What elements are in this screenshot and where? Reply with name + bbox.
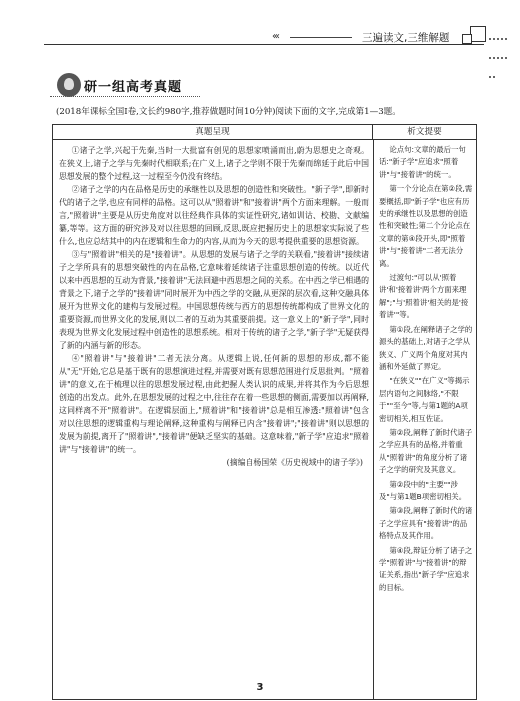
header-title: 三遍读文,三维解题 <box>362 32 450 44</box>
header-line <box>290 37 352 38</box>
small-square-icon <box>462 34 472 44</box>
header-rule <box>44 44 484 45</box>
note-item: 过渡句:"可以从'照着讲'和'接着讲'两个方面来理解";"与'照着讲'相关的是'接着讲'"等。 <box>379 273 469 320</box>
section-divider <box>50 96 200 97</box>
column-header-notes: 析文提要 <box>373 125 476 140</box>
column-divider <box>373 140 374 699</box>
square-icon <box>470 26 486 42</box>
note-item: 第①段,在阐释诸子之学的源头的基础上,对诸子之学从狭义、广义两个角度对其内涵和外延做了界定。 <box>379 324 473 371</box>
note-item: 第②段,阐释了新时代诸子之学应具有的品格,并着重从"照着讲"的角度分析了诸子之学的研究及其意义。 <box>379 427 473 475</box>
page-number: 3 <box>256 682 264 693</box>
passage-source: (摘编自杨国荣《历史视域中的诸子学》) <box>226 458 363 467</box>
passage-column <box>59 144 369 469</box>
note-item: "在狭义""在广义"等揭示层内语句之间脉络,"不限于""至今"等,与第1题的A项密切相关,相互佐证。 <box>379 376 470 423</box>
arrows-icon: ‹‹‹ <box>272 31 278 42</box>
column-header-text: 真题呈现 <box>53 125 373 140</box>
passage-paragraph-1: ①诸子之学,兴起于先秦,当时一大批富有创见的思想家喷涌而出,蔚为思想史之奇观。在狭义上,诸子之学与先秦时代相联系;在广义上,诸子之学则不限于先秦而绵延于此后中国思想发展的整个过程,这一过程至今仍没有终结。 <box>59 146 369 181</box>
dots-icon <box>488 26 508 48</box>
section-title: 研一组高考真题 <box>84 80 183 95</box>
reading-table <box>52 124 477 700</box>
question-intro: (2018年课标全国Ⅰ卷,文长约980字,推荐做题时间10分钟)阅读下面的文字,完成第1—3题。 <box>56 107 401 117</box>
section-badge-icon <box>57 73 81 97</box>
note-item: 第③段,阐释了新时代的诸子之学应具有"接着讲"的品格特点及其作用。 <box>379 506 473 541</box>
page-header <box>0 0 520 44</box>
passage-paragraph-3: ③与"照着讲"相关的是"接着讲"。从思想的发展与诸子之学的关联看,"接着讲"接续诸子之学所具有的思想突破性的内在品格,它意味着延续诸子注重思想创造的传统。以近代以来中西思想的互动为背景,"接着讲"无法回避中西思想之间的关系。在中西之学已相遇的背景之下,诸子之学的"接着讲"同时展开为中西之学的交融,从更深的层次看,这种交融具体展开为世界文化的建构与发展过程。中国思想传统与西方的思想传统都构成了世界文化的重要资源,而世界文化的发展,则以二者的互动为其重要前提。这一意义上的"新子学",同时表现为世界文化发展过程中创造性的思想系统。相对于传统的诸子之学,"新子学"无疑获得了新的内涵与新的形态。 <box>59 250 369 350</box>
note-item: 第②段中的"主要""涉及"与第1题B项密切相关。 <box>379 479 467 501</box>
passage-paragraph-4: ④"照着讲"与"接着讲"二者无法分离。从逻辑上说,任何新的思想的形成,都不能从"无"开始,它总是基于既有的思想演进过程,并需要对既有思想范围进行反思批判。"照着讲"的意义,在于梳理以往的思想发展过程,由此把握人类认识的成果,并将其作为今后思想创造的出发点。此外,在思想发展的过程之中,往往存在着一些思想的侧面,需要加以再阐释,这同样离不开"照着讲"。在逻辑层面上,"照着讲"和"接着讲"总是相互渗透:"照着讲"包含对以往思想的逻辑重构与理论阐释,这种重构与阐释已内含"接着讲";"接着讲"则以思想的发展为前提,离开了"照着讲","接着讲"便缺乏坚实的基础。这意味着,"新子学"应追求"照着讲"与"接着讲"的统一。 <box>59 354 369 454</box>
passage-paragraph-2: ②诸子之学的内在品格是历史的承继性以及思想的创造性和突破性。"新子学",即新时代的诸子之学,也应有同样的品格。这可以从"照着讲"和"接着讲"两个方面来理解。一般而言,"照着讲"主要是从历史角度对以往经典作具体的实证性研究,诸如训诂、校勘、文献编纂,等等。这方面的研究涉及对以往思想的回顾,反思,既应把握历史上的思想家实际说了些什么,也应总结其中的内在逻辑和生命力的内容,从而为今天的思考提供重要的思想资源。 <box>59 185 369 246</box>
note-item: 论点句:文章的最后一句话:"新子学"应追求"照着讲"与"接着讲"的统一。 <box>379 145 466 179</box>
note-item: 第一个分论点在第②段,需要概括,即"新子学"也应有历史的承继性以及思想的创造性和突破性;第二个分论点在文章的第④段开头,即"照着讲"与"接着讲"二者无法分离。 <box>379 184 473 268</box>
note-item: 第④段,辩证分析了诸子之学"照着讲"与"接着讲"的辩证关系,指出"新子学"应追求的目标。 <box>379 545 473 592</box>
notes-column <box>379 144 473 596</box>
